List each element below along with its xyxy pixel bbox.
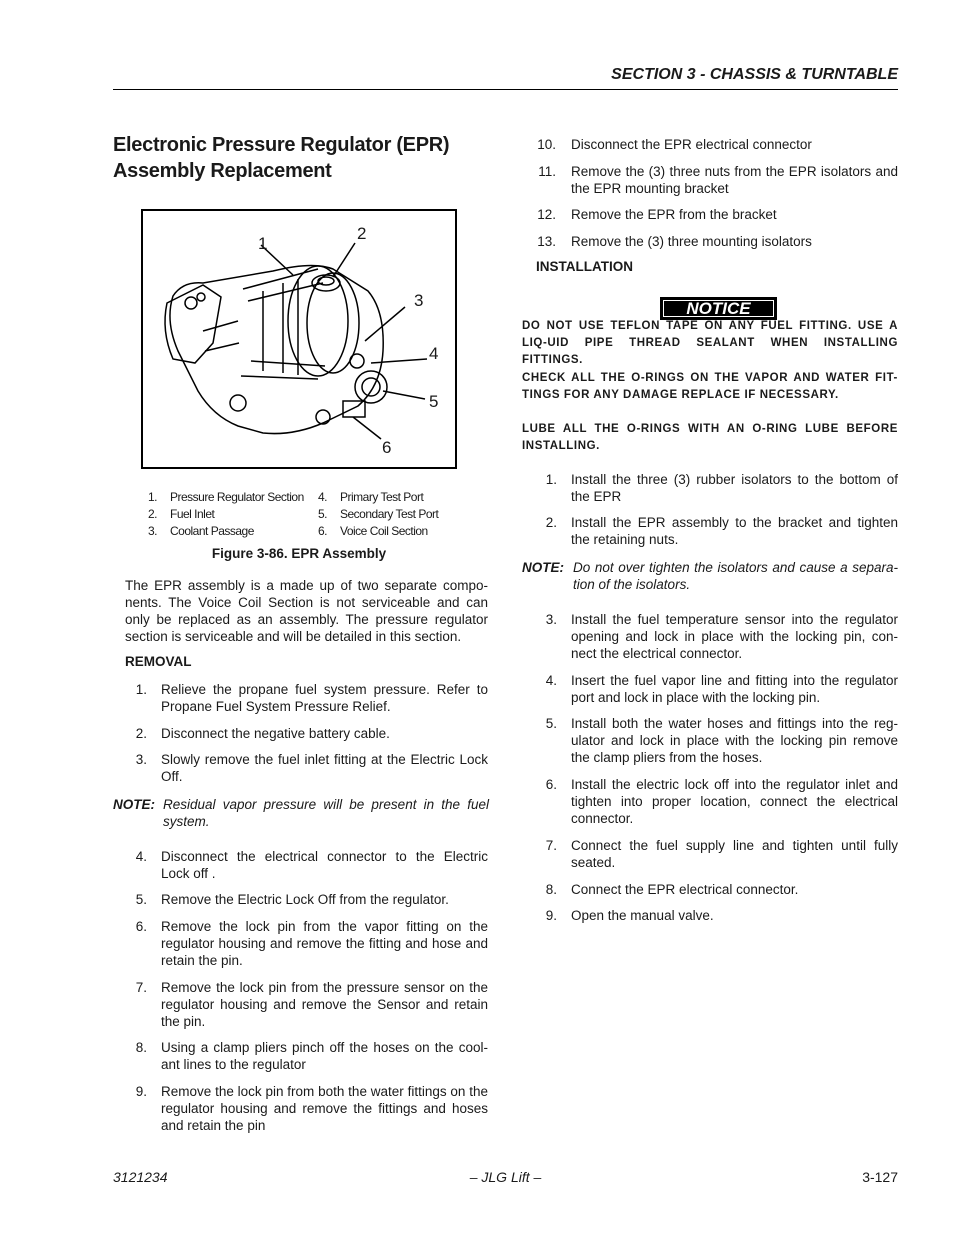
notice-text: DO NOT USE TEFLON TAPE ON ANY FUEL FITTING. USE A LIQ-UID PIPE THREAD SEALANT WHEN INSTALLING FITTINGS. <box>522 320 898 366</box>
list-item <box>122 1083 488 1134</box>
epr-assembly-illustration <box>143 211 455 467</box>
step-text: Remove the (3) three nuts from the EPR isolators and the EPR mounting bracket <box>571 164 898 196</box>
step-number: 6. <box>545 777 557 792</box>
step-number: 13. <box>537 234 556 249</box>
notice-text: CHECK ALL THE O-RINGS ON THE VAPOR AND WATER FIT-TINGS FOR ANY DAMAGE REPLACE IF NECESSARY. <box>522 372 898 401</box>
list-item <box>122 681 488 715</box>
list-item <box>532 672 898 706</box>
step-number: 2. <box>545 515 557 530</box>
list-item <box>122 848 488 882</box>
step-number: 6. <box>135 919 147 934</box>
callout-5: 5 <box>429 392 439 411</box>
step-text: Install the EPR assembly to the bracket and tighten the retaining nuts. <box>571 515 898 547</box>
installation-note <box>522 559 898 593</box>
list-item <box>522 163 898 197</box>
list-item <box>122 751 488 785</box>
step-text: Relieve the propane fuel system pressure. Refer to Propane Fuel System Pressure Relief. <box>161 682 488 714</box>
step-number: 3. <box>135 752 147 767</box>
legend-num: 4. <box>318 490 328 504</box>
step-text: Slowly remove the fuel inlet fitting at the Electric Lock Off. <box>161 752 488 784</box>
callout-3: 3 <box>414 291 424 310</box>
step-text: Disconnect the negative battery cable. <box>161 726 390 741</box>
step-number: 4. <box>135 849 147 864</box>
step-number: 12. <box>537 207 556 222</box>
legend-label: Coolant Passage <box>170 524 254 538</box>
notice-badge: NOTICE <box>660 297 777 320</box>
step-number: 7. <box>135 980 147 995</box>
footer-center: – JLG Lift – <box>469 1169 542 1185</box>
footer-doc-number: 3121234 <box>113 1169 168 1185</box>
legend-label: Voice Coil Section <box>340 524 428 538</box>
step-text: Using a clamp pliers pinch off the hoses on the cool-ant lines to the regulator <box>161 1040 488 1072</box>
step-number: 1. <box>545 472 557 487</box>
list-item <box>532 514 898 548</box>
list-item <box>522 233 898 250</box>
step-text: Insert the fuel vapor line and fitting into the regulator port and lock in place with the locking pin. <box>571 673 898 705</box>
step-number: 11. <box>538 164 556 179</box>
removal-heading: REMOVAL <box>125 654 192 669</box>
step-text: Connect the EPR electrical connector. <box>571 882 799 897</box>
list-item <box>532 881 898 898</box>
list-item <box>122 918 488 969</box>
list-item <box>532 715 898 766</box>
list-item <box>532 776 898 827</box>
callout-4: 4 <box>429 344 439 363</box>
notice-text: LUBE ALL THE O-RINGS WITH AN O-RING LUBE BEFORE INSTALLING. <box>522 423 898 452</box>
legend-num: 1. <box>148 490 158 504</box>
intro-paragraph: The EPR assembly is a made up of two separate compo-nents. The Voice Coil Section is not serviceable and can only be replaced as an assembly. The pressure regulator section is serviceable and will be detailed in this section. <box>125 578 488 644</box>
legend-label: Fuel Inlet <box>170 507 215 521</box>
legend-num: 2. <box>148 507 158 521</box>
step-text: Remove the EPR from the bracket <box>571 207 777 222</box>
step-text: Install the fuel temperature sensor into the regulator opening and lock in place with the locking pin, con-nect the electrical connector. <box>571 612 898 661</box>
step-number: 9. <box>545 908 557 923</box>
legend-label: Pressure Regulator Section <box>170 490 304 504</box>
step-text: Install both the water hoses and fittings into the reg-ulator and lock in place with the locking pin remove the clamp pliers from the hoses. <box>571 716 898 765</box>
step-number: 10. <box>537 137 556 152</box>
step-number: 8. <box>135 1040 147 1055</box>
callout-2: 2 <box>357 224 367 243</box>
legend-label: Primary Test Port <box>340 490 424 504</box>
step-number: 5. <box>135 892 147 907</box>
step-text: Open the manual valve. <box>571 908 714 923</box>
installation-heading: INSTALLATION <box>536 259 633 274</box>
step-text: Remove the lock pin from both the water fittings on the regulator housing and remove the fittings and hoses and retain the pin <box>161 1084 488 1133</box>
step-number: 7. <box>545 838 557 853</box>
note-text: Do not over tighten the isolators and cause a separa-tion of the isolators. <box>573 560 898 592</box>
legend-label: Secondary Test Port <box>340 507 439 521</box>
step-text: Disconnect the EPR electrical connector <box>571 137 812 152</box>
figure-legend <box>148 489 458 540</box>
header-rule <box>113 89 898 90</box>
list-item <box>522 136 898 153</box>
step-text: Remove the lock pin from the vapor fitting on the regulator housing and remove the fitting and hose and retain the pin. <box>161 919 488 968</box>
step-number: 5. <box>545 716 557 731</box>
step-number: 9. <box>135 1084 147 1099</box>
legend-num: 3. <box>148 524 158 538</box>
list-item <box>532 611 898 662</box>
list-item <box>532 907 898 924</box>
title-line-1: Electronic Pressure Regulator (EPR) <box>113 134 450 156</box>
list-item <box>122 891 488 908</box>
list-item <box>532 837 898 871</box>
list-item <box>122 1039 488 1073</box>
step-number: 1. <box>135 682 147 697</box>
title-line-2: Assembly Replacement <box>113 160 332 182</box>
step-number: 8. <box>545 882 557 897</box>
step-text: Remove the lock pin from the pressure sensor on the regulator housing and remove the Sensor and retain the pin. <box>161 980 488 1029</box>
step-number: 2. <box>135 726 147 741</box>
step-text: Disconnect the electrical connector to the Electric Lock off . <box>161 849 488 881</box>
figure-caption: Figure 3-86. EPR Assembly <box>211 546 387 561</box>
note-label: NOTE: <box>522 560 564 575</box>
legend-num: 5. <box>318 507 328 521</box>
step-text: Connect the fuel supply line and tighten until fully seated. <box>571 838 898 870</box>
step-number: 4. <box>545 673 557 688</box>
removal-note <box>113 796 489 830</box>
list-item <box>122 725 488 742</box>
footer-page-number: 3-127 <box>862 1169 898 1185</box>
list-item <box>122 979 488 1030</box>
callout-1: 1 <box>258 234 268 253</box>
page-title <box>113 132 493 184</box>
step-text: Install the electric lock off into the regulator inlet and tighten into proper location, connect the electrical connector. <box>571 777 898 826</box>
step-text: Install the three (3) rubber isolators to the bottom of the EPR <box>571 472 898 504</box>
note-text: Residual vapor pressure will be present in the fuel system. <box>163 797 489 829</box>
step-text: Remove the (3) three mounting isolators <box>571 234 812 249</box>
list-item <box>522 206 898 223</box>
note-label: NOTE: <box>113 797 155 812</box>
callout-6: 6 <box>382 438 392 457</box>
step-number: 3. <box>545 612 557 627</box>
legend-num: 6. <box>318 524 328 538</box>
step-text: Remove the Electric Lock Off from the regulator. <box>161 892 449 907</box>
section-header: SECTION 3 - CHASSIS & TURNTABLE <box>611 66 898 83</box>
epr-assembly-figure <box>141 209 457 469</box>
list-item <box>532 471 898 505</box>
